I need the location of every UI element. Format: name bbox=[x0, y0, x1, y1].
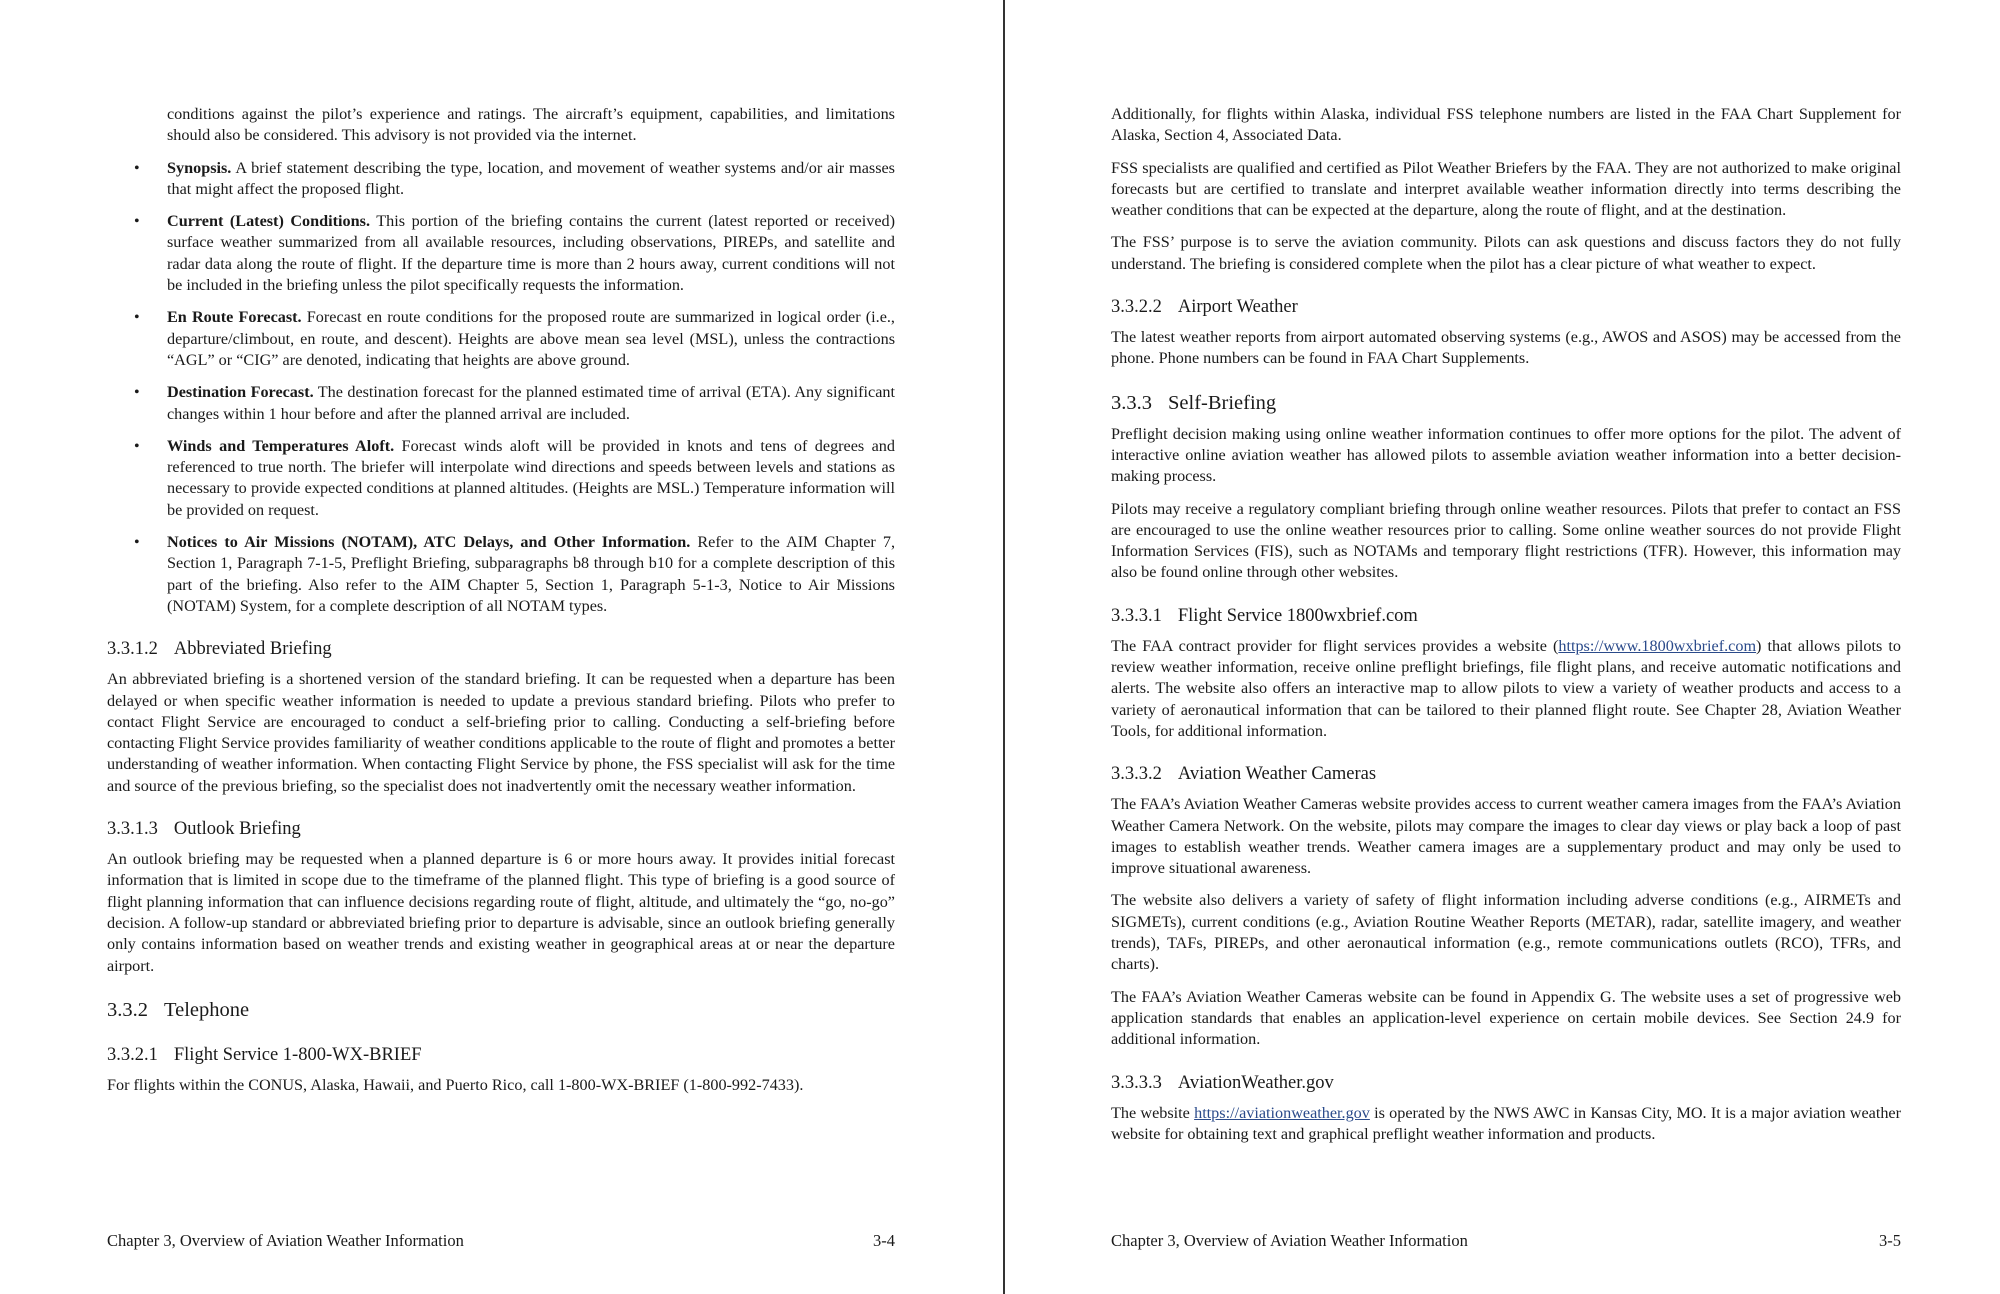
airport-weather-paragraph: The latest weather reports from airport automated observing systems (e.g., AWOS and ASOS) may be accessed from the phone. Phone numbers can be found in FAA Chart Supplements. bbox=[1111, 328, 1901, 368]
bullet-text: This portion of the briefing contains the current (latest reported or received) surface weather summarized from all available resources, including observations, PIREPs, and satellite and radar data along the route of flight. If the departure time is more than 2 hours away, current conditions will not be included in the briefing unless the pilot specifically requests the information. bbox=[167, 212, 895, 295]
section-title: Flight Service 1-800-WX-BRIEF bbox=[173, 1044, 422, 1065]
bullet-icon: • bbox=[134, 213, 140, 231]
bullet-icon: • bbox=[134, 534, 140, 552]
intro-paragraph: conditions against the pilot’s experience and ratings. The aircraft’s equipment, capabilities, and limitations should also be considered. This advisory is not provided via the internet. bbox=[167, 105, 895, 145]
paragraph-text: ) that allows pilots to review weather information, receive online preflight briefings, file flight plans, and receive automatic notifications and alerts. The website also offers an interactive map to allow pilots to view a variety of weather products and access to a variety of aeronautical information that can be tailored to their planned flight route. See Chapter 28, Aviation Weather Tools, for additional information. bbox=[1111, 636, 1901, 740]
bullet-text: A brief statement describing the type, location, and movement of weather systems and/or air masses that might affect the proposed flight. bbox=[167, 158, 895, 198]
fss-purpose-paragraph: The FSS’ purpose is to serve the aviation community. Pilots can ask questions and discuss factors they do not fully understand. The briefing is considered complete when the pilot has a clear picture of what weather to expect. bbox=[1111, 233, 1901, 273]
page-number: 3-5 bbox=[1879, 1231, 1901, 1250]
section-number: 3.3.3.1 bbox=[1111, 605, 1162, 626]
paragraph-text: is operated by the NWS AWC in Kansas City, MO. It is a major aviation weather website for obtaining text and graphical preflight weather information and products. bbox=[1111, 1103, 1901, 1143]
1800wxbrief-link[interactable]: https://www.1800wxbrief.com bbox=[1558, 636, 1757, 655]
weather-cameras-paragraph-3: The FAA’s Aviation Weather Cameras website can be found in Appendix G. The website uses a set of progressive web application standards that enables an application-level experience on certain mobile devices. See Section 24.9 for additional information. bbox=[1111, 987, 1901, 1049]
section-title: Abbreviated Briefing bbox=[173, 639, 332, 660]
section-title: Self-Briefing bbox=[1168, 391, 1277, 414]
paragraph-text: The website bbox=[1111, 1103, 1195, 1122]
bullet-lead: Synopsis. bbox=[167, 158, 232, 177]
bullet-text: Forecast winds aloft will be provided in knots and tens of degrees and referenced to true north. The briefer will interpolate wind directions and speeds between levels and stations as necessary to provide expected conditions at planned altitudes. (Heights are MSL.) Temperature information will be provided on request. bbox=[167, 436, 895, 519]
section-number: 3.3.3.3 bbox=[1111, 1072, 1162, 1093]
footer-chapter: Chapter 3, Overview of Aviation Weather Information bbox=[107, 1231, 464, 1250]
section-title: AviationWeather.gov bbox=[1177, 1072, 1334, 1093]
bullet-lead: Current (Latest) Conditions. bbox=[167, 212, 370, 231]
section-heading-telephone bbox=[107, 997, 895, 1023]
section-heading-aviationweather-gov bbox=[1111, 1071, 1901, 1095]
section-number: 3.3.1.2 bbox=[107, 639, 158, 660]
bullet-text: The destination forecast for the planned estimated time of arrival (ETA). Any significant changes within 1 hour before and after the planned arrival are included. bbox=[167, 383, 895, 423]
1800wxbrief-paragraph bbox=[1111, 636, 1901, 742]
weather-cameras-paragraph-2: The website also delivers a variety of safety of flight information including adverse conditions (e.g., AIRMETs and SIGMETs), current conditions (e.g., Aviation Routine Weather Reports (METAR), radar, satellite imagery, and weather trends), TAFs, PIREPs, and other aeronautical information (e.g., remote communications outlets (RCO), TFRs, and charts). bbox=[1111, 891, 1901, 974]
bullet-icon: • bbox=[134, 159, 140, 177]
bullet-icon: • bbox=[134, 437, 140, 455]
left-page-footer bbox=[107, 1230, 895, 1251]
section-title: Aviation Weather Cameras bbox=[1177, 764, 1377, 785]
section-number: 3.3.1.3 bbox=[107, 819, 158, 840]
bullet-icon: • bbox=[134, 384, 140, 402]
right-page-footer bbox=[1111, 1230, 1901, 1251]
bullet-text: Refer to the AIM Chapter 7, Section 1, Paragraph 7-1-5, Preflight Briefing, subparagraphs b8 through b10 for a complete description of this part of the briefing. Also refer to the AIM Chapter 5, Section 1, Paragraph 5-1-3, Notice to Air Missions (NOTAM) System, for a complete description of all NOTAM types. bbox=[167, 533, 896, 615]
bullet-synopsis bbox=[107, 158, 895, 201]
fss-specialists-paragraph: FSS specialists are qualified and certified as Pilot Weather Briefers by the FAA. They are not authorized to make original forecasts but are certified to translate and interpret available weather information directly into terms describing the weather conditions that can be expected at the departure, along the route of flight, and at the destination. bbox=[1111, 158, 1901, 220]
bullet-text: Forecast en route conditions for the proposed route are summarized in logical order (i.e., departure/climbout, en route, and descent). Heights are above mean sea level (MSL), unless the contractions “AGL” or “CIG” are denoted, indicating that heights are above ground. bbox=[167, 308, 895, 369]
bullet-destination-forecast bbox=[107, 382, 895, 425]
section-heading-flight-service-phone bbox=[107, 1043, 895, 1067]
paragraph-text: The FAA contract provider for flight services provides a website ( bbox=[1111, 636, 1559, 655]
left-page-content bbox=[107, 104, 895, 1107]
bullet-en-route-forecast bbox=[107, 307, 895, 371]
section-number: 3.3.2.1 bbox=[107, 1044, 158, 1065]
self-briefing-paragraph-1: Preflight decision making using online weather information continues to offer more options for the pilot. The advent of interactive online aviation weather has allowed pilots to assemble aviation weather information into a better decision-making process. bbox=[1111, 424, 1901, 486]
self-briefing-paragraph-2: Pilots may receive a regulatory compliant briefing through online weather resources. Pilots that prefer to contact an FSS are encouraged to use the online weather resources prior to calling. Some online weather sources do not provide Flight Information Services (FIS), such as NOTAMs and temporary flight restrictions (TFR). However, this information may also be found online through other websites. bbox=[1111, 499, 1901, 582]
section-heading-self-briefing bbox=[1111, 390, 1901, 416]
outlook-briefing-paragraph: An outlook briefing may be requested when a planned departure is 6 or more hours away. It provides initial forecast information that is limited in scope due to the timeframe of the planned flight. This type of briefing is a good source of flight planning information that can influence decisions regarding route of flight, altitude, and ultimately the “go, no-go” decision. A follow-up standard or abbreviated briefing prior to departure is advisable, since an outlook briefing generally only contains information based on weather trends and existing weather in geographical areas at or near the departure airport. bbox=[107, 850, 895, 975]
flight-service-phone-paragraph: For flights within the CONUS, Alaska, Hawaii, and Puerto Rico, call 1-800-WX-BRIEF (1-800-992-7433). bbox=[107, 1075, 804, 1094]
section-title: Airport Weather bbox=[1177, 297, 1298, 318]
right-page-content bbox=[1111, 104, 1901, 1156]
section-title: Outlook Briefing bbox=[173, 819, 301, 840]
briefing-bullet-list bbox=[107, 158, 895, 618]
abbreviated-briefing-paragraph: An abbreviated briefing is a shortened version of the standard briefing. It can be requested when a departure has been delayed or when specific weather information is needed to update a previous standard briefing. Pilots who prefer to contact Flight Service are encouraged to conduct a self-briefing prior to calling. Conducting a self-briefing before contacting Flight Service provides familiarity of weather conditions applicable to the route of flight and promotes a better understanding of weather information. When contacting Flight Service by phone, the FSS specialist will ask for the time and source of the previous briefing, so the specialist does not inadvertently omit the necessary weather information. bbox=[107, 670, 896, 795]
section-heading-1800wxbrief bbox=[1111, 604, 1901, 628]
section-number: 3.3.3.2 bbox=[1111, 764, 1162, 785]
aviationweather-paragraph bbox=[1111, 1103, 1901, 1146]
alaska-fss-paragraph: Additionally, for flights within Alaska, individual FSS telephone numbers are listed in the FAA Chart Supplement for Alaska, Section 4, Associated Data. bbox=[1111, 105, 1901, 145]
bullet-icon: • bbox=[134, 309, 140, 327]
section-heading-outlook-briefing bbox=[107, 817, 895, 841]
bullet-current-conditions bbox=[107, 211, 895, 296]
section-title: Telephone bbox=[164, 998, 250, 1021]
section-heading-weather-cameras bbox=[1111, 762, 1901, 786]
right-page bbox=[1005, 0, 2000, 1294]
bullet-lead: Winds and Temperatures Aloft. bbox=[167, 436, 395, 455]
bullet-lead: Notices to Air Missions (NOTAM), ATC Delays, and Other Information. bbox=[167, 533, 691, 552]
aviationweather-link[interactable]: https://aviationweather.gov bbox=[1194, 1103, 1370, 1122]
section-number: 3.3.2.2 bbox=[1111, 297, 1162, 318]
page-number: 3-4 bbox=[873, 1231, 895, 1250]
section-number: 3.3.3 bbox=[1111, 391, 1152, 414]
weather-cameras-paragraph-1: The FAA’s Aviation Weather Cameras website provides access to current weather camera images from the FAA’s Aviation Weather Camera Network. On the website, pilots may compare the images to clear day views or play back a loop of past images to establish weather trends. Weather camera images are a supplementary product and may only be used to improve situational awareness. bbox=[1111, 795, 1901, 878]
section-heading-abbreviated-briefing bbox=[107, 637, 895, 661]
bullet-notam bbox=[107, 532, 895, 617]
section-number: 3.3.2 bbox=[107, 998, 148, 1021]
bullet-winds-aloft bbox=[107, 436, 895, 521]
section-heading-airport-weather bbox=[1111, 295, 1901, 319]
section-title: Flight Service 1800wxbrief.com bbox=[1177, 605, 1418, 626]
footer-chapter: Chapter 3, Overview of Aviation Weather Information bbox=[1111, 1231, 1468, 1250]
bullet-lead: Destination Forecast. bbox=[167, 383, 314, 402]
bullet-lead: En Route Forecast. bbox=[167, 308, 302, 327]
